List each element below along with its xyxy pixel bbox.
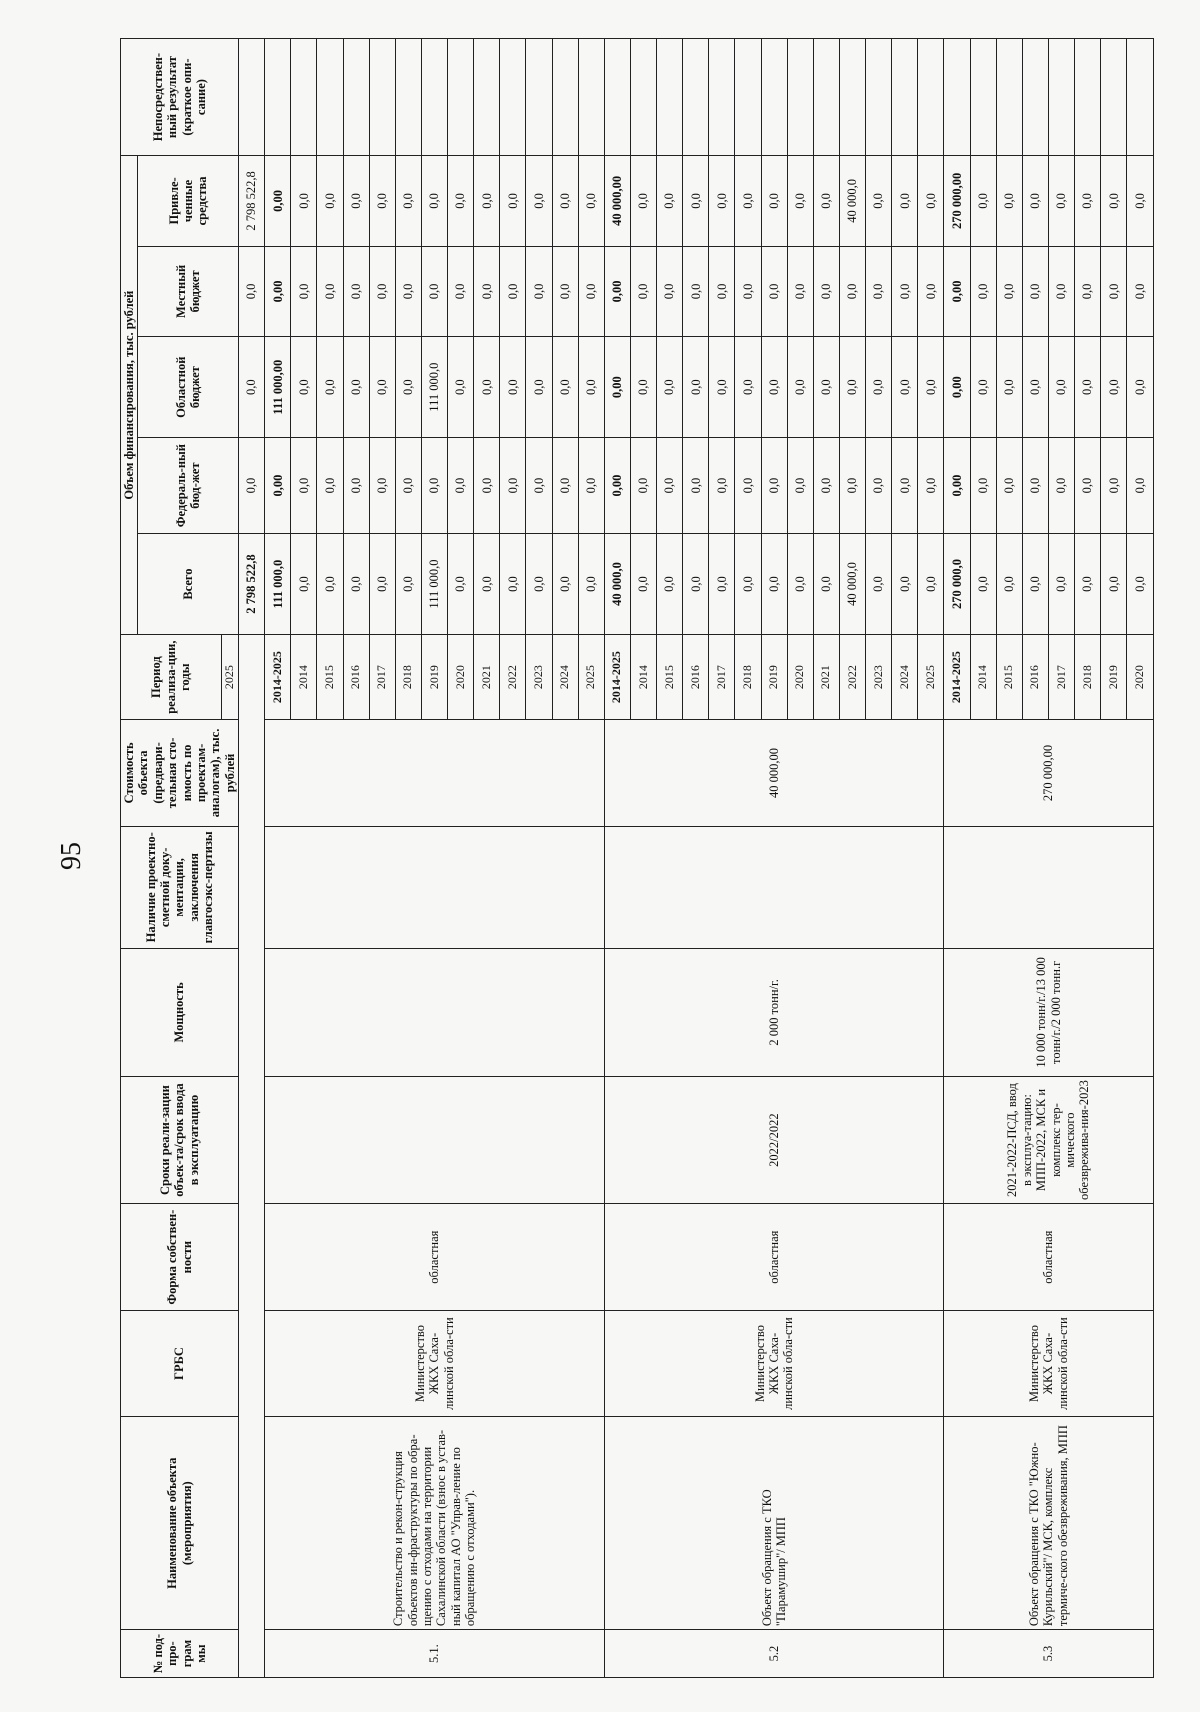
cell-year: 2020 [787,635,813,720]
cell-federal: 0,0 [1075,438,1101,534]
cell-attracted: 0,0 [1127,156,1154,247]
header-attracted: Привле-ченные средства [138,156,239,247]
cell-federal: 0,0 [970,438,996,534]
table-row [265,39,291,1678]
cell-year: 2018 [1075,635,1101,720]
cell-federal: 0,0 [343,438,369,534]
cell-federal: 0,0 [787,438,813,534]
cell-result [918,39,944,156]
header-terms: Сроки реали-зации объек-та/срок ввода в эксплуатацию [121,1076,239,1204]
page-number: 95 [56,842,87,870]
cell-regional: 0,0 [996,337,1022,438]
cell-year: 2022 [500,635,526,720]
cell-attracted: 0,0 [1075,156,1101,247]
cell-year: 2016 [343,635,369,720]
cell-federal: 0,0 [421,438,447,534]
cell-regional: 0,0 [526,337,552,438]
cell-local: 0,0 [291,246,317,336]
cell-total: 0,0 [369,534,395,635]
cell-regional: 0,0 [1048,337,1074,438]
cell-result [1075,39,1101,156]
table-row [944,39,970,1678]
cell-federal: 0,0 [448,438,474,534]
header-period: Период реализа-ции, годы [121,635,222,720]
cell-year: 2017 [1048,635,1074,720]
cell-local: 0,0 [421,246,447,336]
cell-year: 2024 [552,635,578,720]
cell-local: 0,0 [735,246,761,336]
cell-total: 40 000,0 [604,534,630,635]
top-row-regional: 0,0 [239,337,265,438]
cell-total: 0,0 [970,534,996,635]
header-federal: Федераль-ный бюд-жет [138,438,239,534]
cell-total: 0,0 [683,534,709,635]
cell-federal: 0,00 [944,438,970,534]
cell-regional: 0,0 [1022,337,1048,438]
cell-attracted: 40 000,00 [604,156,630,247]
cell-attracted: 0,0 [996,156,1022,247]
cell-regional: 0,0 [395,337,421,438]
cell-federal: 0,0 [996,438,1022,534]
cell-regional: 0,0 [552,337,578,438]
top-row-local: 0,0 [239,246,265,336]
cell-result [787,39,813,156]
cell-total: 0,0 [813,534,839,635]
cell-year: 2014 [630,635,656,720]
cell-regional: 0,00 [604,337,630,438]
cell-result [369,39,395,156]
cell-attracted: 0,0 [761,156,787,247]
cell-local: 0,0 [761,246,787,336]
cell-year: 2019 [421,635,447,720]
cell-federal: 0,0 [657,438,683,534]
cell-federal: 0,0 [395,438,421,534]
top-row-spacer [239,635,265,1678]
cell-total: 0,0 [787,534,813,635]
cell-regional: 0,0 [630,337,656,438]
cell-regional: 0,0 [761,337,787,438]
cell-total: 270 000,0 [944,534,970,635]
header-local: Местный бюджет [138,246,239,336]
cell-regional: 0,0 [1101,337,1127,438]
cell-result [996,39,1022,156]
cell-result [683,39,709,156]
cell-regional: 0,0 [866,337,892,438]
cell-terms [265,1076,605,1204]
header-num: № под-про-грам мы [121,1630,239,1678]
header-regional: Областной бюджет [138,337,239,438]
cell-total: 40 000,0 [839,534,865,635]
cell-year: 2018 [395,635,421,720]
cell-attracted: 0,0 [474,156,500,247]
cell-regional: 0,0 [813,337,839,438]
cell-result [813,39,839,156]
cell-regional: 0,0 [970,337,996,438]
cell-capacity [265,949,605,1077]
cell-year: 2016 [1022,635,1048,720]
header-docs: Наличие проектно-сметной доку-ментации, заключения главгосэкс-пертизы [121,826,239,948]
cell-attracted: 0,0 [1048,156,1074,247]
table-row [604,39,630,1678]
cell-year: 2020 [1127,635,1154,720]
cell-total: 0,0 [448,534,474,635]
cell-federal: 0,0 [761,438,787,534]
cell-result [630,39,656,156]
cell-attracted: 0,0 [343,156,369,247]
cell-grbs: Министерство ЖКХ Саха-линской обла-сти [265,1310,605,1416]
cell-docs [944,826,1153,948]
cell-federal: 0,0 [474,438,500,534]
cell-total: 0,0 [578,534,604,635]
cell-total: 0,0 [500,534,526,635]
cell-federal: 0,0 [291,438,317,534]
cell-federal: 0,0 [683,438,709,534]
cell-result [421,39,447,156]
cell-attracted: 0,0 [630,156,656,247]
cell-local: 0,0 [500,246,526,336]
header-cost: Стоимость объекта (предвари-тельная сто-имость по проектам-аналогам), тыс. рублей [121,720,239,826]
cell-year: 2020 [448,635,474,720]
cell-cost: 270 000,00 [944,720,1153,826]
cell-attracted: 0,0 [526,156,552,247]
cell-attracted: 0,0 [683,156,709,247]
cell-federal: 0,0 [918,438,944,534]
cell-result [343,39,369,156]
cell-federal: 0,0 [1127,438,1154,534]
cell-regional: 0,0 [448,337,474,438]
cell-result [500,39,526,156]
cell-regional: 0,0 [578,337,604,438]
cell-attracted: 0,0 [500,156,526,247]
cell-cost [265,720,605,826]
cell-docs [265,826,605,948]
cell-result [265,39,291,156]
cell-local: 0,0 [1022,246,1048,336]
cell-year: 2022 [839,635,865,720]
cell-local: 0,0 [970,246,996,336]
cell-local: 0,0 [317,246,343,336]
cell-total: 0,0 [1075,534,1101,635]
cell-attracted: 0,0 [657,156,683,247]
cell-year: 2017 [369,635,395,720]
cell-local: 0,0 [1048,246,1074,336]
top-row-result [239,39,265,156]
cell-local: 0,0 [918,246,944,336]
cell-docs [604,826,944,948]
cell-total: 0,0 [996,534,1022,635]
cell-name: Объект обращения с ТКО "Южно-Курильский"/ МСК, комплекс термиче-ского обезвреживания, МПП [944,1417,1153,1630]
cell-ownership: областная [604,1204,944,1310]
cell-name: Объект обращения с ТКО "Парамушир"/ МПП [604,1417,944,1630]
cell-attracted: 40 000,0 [839,156,865,247]
cell-attracted: 0,0 [552,156,578,247]
cell-local: 0,0 [892,246,918,336]
cell-cost: 40 000,00 [604,720,944,826]
cell-result [291,39,317,156]
cell-result [866,39,892,156]
cell-federal: 0,0 [1048,438,1074,534]
cell-total: 0,0 [1101,534,1127,635]
cell-attracted: 0,0 [395,156,421,247]
cell-result [526,39,552,156]
cell-attracted: 0,00 [265,156,291,247]
cell-year: 2016 [683,635,709,720]
document-sheet [120,38,1147,1678]
cell-total: 0,0 [474,534,500,635]
cell-local: 0,00 [944,246,970,336]
cell-federal: 0,0 [1022,438,1048,534]
cell-attracted: 0,0 [866,156,892,247]
cell-local: 0,00 [604,246,630,336]
cell-attracted: 0,0 [1101,156,1127,247]
cell-federal: 0,0 [526,438,552,534]
cell-total: 0,0 [343,534,369,635]
cell-year: 2014-2025 [265,635,291,720]
cell-local: 0,0 [1101,246,1127,336]
cell-federal: 0,0 [1101,438,1127,534]
cell-regional: 0,0 [1127,337,1154,438]
cell-federal: 0,00 [265,438,291,534]
cell-federal: 0,0 [892,438,918,534]
cell-year: 2021 [813,635,839,720]
cell-result [604,39,630,156]
cell-federal: 0,0 [813,438,839,534]
cell-result [657,39,683,156]
cell-local: 0,0 [787,246,813,336]
cell-total: 0,0 [709,534,735,635]
cell-local: 0,0 [1075,246,1101,336]
cell-result [944,39,970,156]
cell-federal: 0,0 [630,438,656,534]
cell-federal: 0,0 [735,438,761,534]
header-grbs: ГРБС [121,1310,239,1416]
cell-regional: 0,0 [369,337,395,438]
cell-year: 2018 [735,635,761,720]
cell-result [709,39,735,156]
cell-result [578,39,604,156]
top-row-attracted: 2 798 522,8 [239,156,265,247]
cell-terms: 2022/2022 [604,1076,944,1204]
cell-attracted: 0,0 [578,156,604,247]
cell-grbs: Министерство ЖКХ Саха-линской обла-сти [604,1310,944,1416]
cell-terms: 2021-2022-ПСД, ввод в эксплуа-тацию: МПП-2022, МСК и комплекс тер-мического обезврежива-ния-2023 [944,1076,1153,1204]
cell-federal: 0,0 [839,438,865,534]
cell-total: 0,0 [892,534,918,635]
cell-local: 0,0 [526,246,552,336]
cell-total: 0,0 [630,534,656,635]
cell-attracted: 0,0 [291,156,317,247]
top-row-total: 2 798 522,8 [239,534,265,635]
cell-attracted: 0,0 [918,156,944,247]
cell-regional: 0,0 [657,337,683,438]
cell-total: 111 000,0 [265,534,291,635]
cell-total: 0,0 [552,534,578,635]
cell-local: 0,0 [709,246,735,336]
cell-local: 0,0 [578,246,604,336]
cell-year: 2015 [317,635,343,720]
cell-regional: 0,0 [343,337,369,438]
cell-year: 2021 [474,635,500,720]
cell-year: 2014 [970,635,996,720]
cell-year: 2023 [866,635,892,720]
cell-total: 0,0 [526,534,552,635]
cell-attracted: 0,0 [421,156,447,247]
cell-attracted: 270 000,00 [944,156,970,247]
cell-year: 2019 [1101,635,1127,720]
financing-table [120,38,1154,1678]
cell-local: 0,0 [839,246,865,336]
cell-federal: 0,0 [552,438,578,534]
cell-result [1048,39,1074,156]
cell-local: 0,0 [683,246,709,336]
cell-ownership: областная [265,1204,605,1310]
header-result: Непосредствен-ный результат (краткое опи-сание) [121,39,239,156]
cell-grbs: Министерство ЖКХ Саха-линской обла-сти [944,1310,1153,1416]
cell-result [317,39,343,156]
cell-attracted: 0,0 [317,156,343,247]
cell-regional: 0,00 [944,337,970,438]
cell-num: 5.2 [604,1630,944,1678]
cell-local: 0,0 [866,246,892,336]
cell-local: 0,0 [343,246,369,336]
cell-regional: 0,0 [787,337,813,438]
cell-federal: 0,0 [317,438,343,534]
cell-result [735,39,761,156]
cell-result [552,39,578,156]
cell-year: 2014-2025 [604,635,630,720]
cell-regional: 111 000,0 [421,337,447,438]
cell-total: 0,0 [657,534,683,635]
cell-result [970,39,996,156]
header-ownership: Форма собствен-ности [121,1204,239,1310]
header-capacity: Мощность [121,949,239,1077]
cell-regional: 0,0 [1075,337,1101,438]
cell-year: 2017 [709,635,735,720]
cell-year: 2023 [526,635,552,720]
cell-federal: 0,0 [709,438,735,534]
table-body [239,39,1154,1678]
cell-regional: 0,0 [892,337,918,438]
cell-capacity: 2 000 тонн/г. [604,949,944,1077]
cell-local: 0,0 [395,246,421,336]
cell-result [395,39,421,156]
cell-regional: 0,0 [918,337,944,438]
cell-total: 0,0 [866,534,892,635]
cell-federal: 0,0 [369,438,395,534]
cell-regional: 0,0 [500,337,526,438]
cell-total: 0,0 [1022,534,1048,635]
cell-regional: 0,0 [709,337,735,438]
cell-result [1127,39,1154,156]
cell-regional: 0,0 [317,337,343,438]
cell-year: 2025 [918,635,944,720]
cell-capacity: 10 000 тонн/г./13 000 тонн/г./2 000 тонн.г [944,949,1153,1077]
header-total: Всего [138,534,239,635]
cell-total: 0,0 [918,534,944,635]
cell-total: 0,0 [761,534,787,635]
cell-federal: 0,0 [500,438,526,534]
cell-attracted: 0,0 [813,156,839,247]
cell-attracted: 0,0 [1022,156,1048,247]
cell-local: 0,0 [369,246,395,336]
cell-local: 0,0 [813,246,839,336]
cell-total: 0,0 [317,534,343,635]
cell-year: 2019 [761,635,787,720]
top-row-year: 2025 [221,635,238,720]
cell-result [474,39,500,156]
cell-result [448,39,474,156]
cell-federal: 0,00 [604,438,630,534]
cell-year: 2025 [578,635,604,720]
cell-federal: 0,0 [578,438,604,534]
cell-year: 2024 [892,635,918,720]
cell-result [761,39,787,156]
cell-total: 111 000,0 [421,534,447,635]
cell-result [839,39,865,156]
cell-attracted: 0,0 [892,156,918,247]
cell-year: 2015 [657,635,683,720]
cell-local: 0,0 [657,246,683,336]
top-values-row [239,39,265,1678]
cell-result [892,39,918,156]
cell-year: 2014 [291,635,317,720]
cell-regional: 0,0 [839,337,865,438]
cell-local: 0,0 [1127,246,1154,336]
cell-attracted: 0,0 [787,156,813,247]
cell-result [1101,39,1127,156]
cell-attracted: 0,0 [970,156,996,247]
cell-total: 0,0 [395,534,421,635]
cell-name: Строительство и рекон-струкция объектов ин-фраструктуры по обра-щению с отходами на территории Сахалинской области (взнос в устав-ный капитал АО "Управ-ление по обращению с отходами"). [265,1417,605,1630]
cell-num: 5.1. [265,1630,605,1678]
cell-total: 0,0 [1127,534,1154,635]
cell-ownership: областная [944,1204,1153,1310]
cell-federal: 0,0 [866,438,892,534]
cell-total: 0,0 [1048,534,1074,635]
cell-attracted: 0,0 [448,156,474,247]
top-row-federal: 0,0 [239,438,265,534]
cell-num: 5.3 [944,1630,1153,1678]
cell-local: 0,0 [448,246,474,336]
cell-attracted: 0,0 [735,156,761,247]
cell-attracted: 0,0 [369,156,395,247]
cell-regional: 111 000,00 [265,337,291,438]
cell-regional: 0,0 [474,337,500,438]
cell-total: 0,0 [291,534,317,635]
cell-regional: 0,0 [735,337,761,438]
cell-local: 0,0 [996,246,1022,336]
cell-attracted: 0,0 [709,156,735,247]
cell-local: 0,0 [630,246,656,336]
cell-local: 0,00 [265,246,291,336]
cell-year: 2015 [996,635,1022,720]
header-name: Наименование объекта (мероприятия) [121,1417,239,1630]
cell-regional: 0,0 [683,337,709,438]
cell-local: 0,0 [552,246,578,336]
cell-local: 0,0 [474,246,500,336]
header-financing: Объем финансирования, тыс. рублей [121,156,138,635]
header-row-1 [121,39,138,1678]
cell-result [1022,39,1048,156]
cell-total: 0,0 [735,534,761,635]
cell-regional: 0,0 [291,337,317,438]
cell-year: 2014-2025 [944,635,970,720]
